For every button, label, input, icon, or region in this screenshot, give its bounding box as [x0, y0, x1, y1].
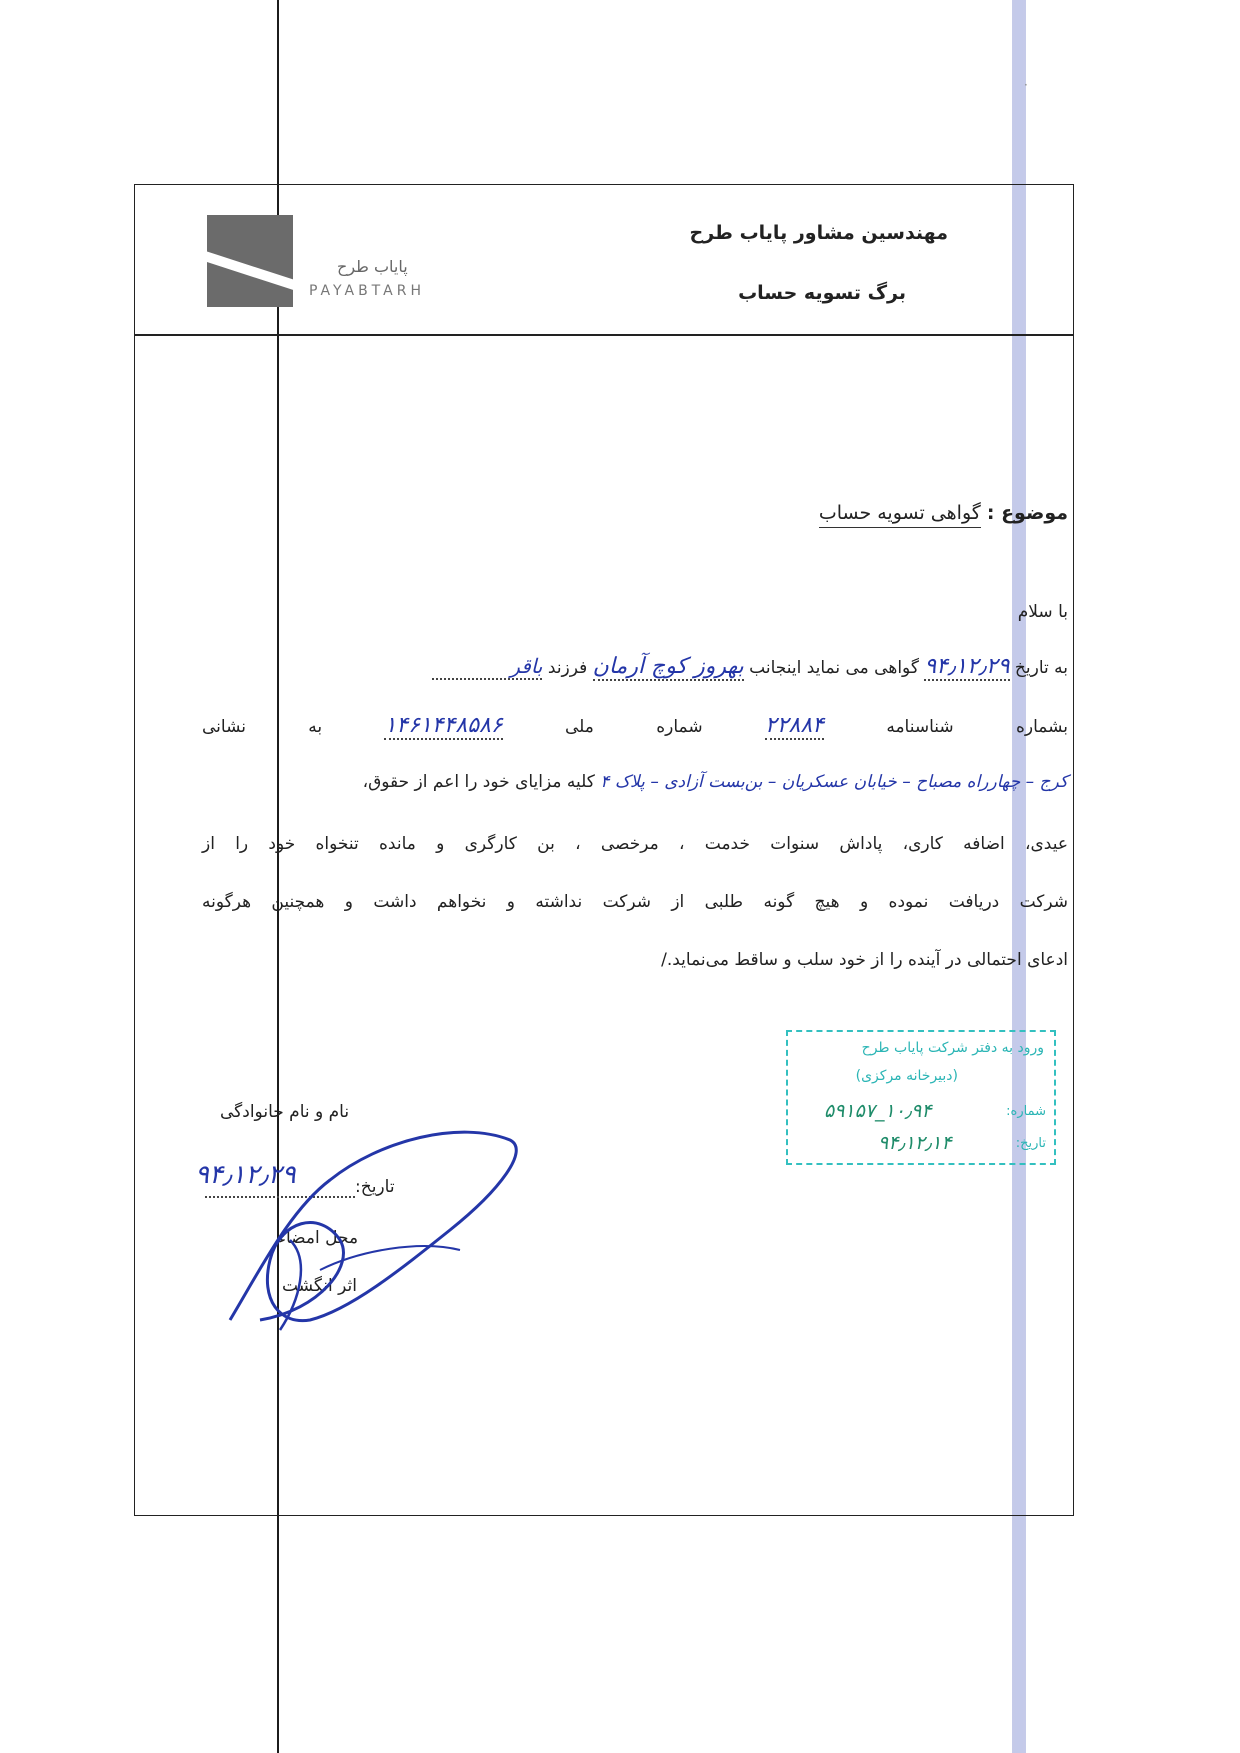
- child-of-text: فرزند: [547, 658, 588, 678]
- handwritten-name: بهروز کوچ آرمان: [592, 654, 744, 679]
- handwritten-date: ۹۴٫۱۲٫۲۹: [924, 654, 1010, 679]
- national-id-label: شماره ملی: [564, 717, 703, 737]
- to-date-text: به تاریخ: [1014, 658, 1068, 678]
- signature-scribble: [200, 1120, 540, 1350]
- body-line-3: [202, 772, 1068, 792]
- registration-stamp: [786, 1030, 1056, 1165]
- fingerprint-label: اثر انگشت: [282, 1276, 357, 1296]
- name-label: نام و نام خانوادگی: [220, 1102, 350, 1122]
- handwritten-signature-date: ۹۴٫۱۲٫۲۹: [195, 1160, 296, 1190]
- company-name: مهندسین مشاور پایاب طرح: [689, 222, 948, 244]
- body-line-6: ادعای احتمالی در آینده را از خود سلب و ساقط می‌نماید./: [661, 950, 1068, 970]
- stamp-date-value: ۹۴٫۱۲٫۱۴: [878, 1132, 952, 1154]
- signature-place-label: محل امضاء: [278, 1228, 359, 1248]
- body-line-2: [202, 713, 1068, 740]
- subject-value: گواهی تسویه حساب: [819, 502, 981, 528]
- logo-mark-icon: [207, 215, 293, 307]
- subject-label: موضوع :: [986, 502, 1068, 524]
- handwritten-national-id: ۱۴۶۱۴۴۸۵۸۶: [384, 713, 503, 738]
- body-line-1: [202, 654, 1068, 681]
- address-label: به نشانی: [202, 717, 323, 737]
- subject-line: [819, 502, 1068, 524]
- logo-english-text: PAYABTARH: [309, 283, 425, 299]
- handwritten-id-number: ۲۲۸۸۴: [764, 713, 824, 738]
- body-line-5: شرکت دریافت نموده و هیچ گونه طلبی از شرکت نداشته و نخواهم داشت و همچنین هرگونه: [202, 892, 1068, 912]
- stamp-number-label: شماره:: [1006, 1104, 1046, 1119]
- id-label: بشماره شناسنامه: [886, 717, 1068, 737]
- handwritten-address: کرج – چهارراه مصباح – خیابان عسکریان – بن‌بست آزادی – پلاک ۴: [600, 772, 1068, 792]
- stamp-subtitle: (دبیرخانه مرکزی): [855, 1068, 958, 1084]
- greeting: با سلام: [1017, 602, 1068, 622]
- certifies-text: گواهی می نماید اینجانب: [749, 658, 919, 678]
- company-logo: [207, 215, 447, 315]
- benefits-text: کلیه مزایای خود را اعم از حقوق،: [362, 772, 595, 792]
- signature-date-label: تاریخ:: [355, 1177, 395, 1197]
- stamp-number-value: ۱۰٫۹۴_۵۹۱۵۷: [824, 1100, 932, 1122]
- stamp-title: ورود به دفتر شرکت پایاب طرح: [861, 1040, 1044, 1056]
- handwritten-father-name: باقر: [510, 654, 543, 678]
- body-line-4: عیدی، اضافه کاری، پاداش سنوات خدمت ، مرخصی ، بن کارگری و مانده تنخواه خود را از: [202, 834, 1068, 854]
- stamp-date-label: تاریخ:: [1015, 1136, 1046, 1151]
- logo-persian-text: پایاب طرح: [337, 257, 408, 276]
- scan-dot: ·: [1024, 78, 1028, 92]
- form-title: برگ تسویه حساب: [738, 282, 906, 304]
- header-divider: [134, 334, 1074, 336]
